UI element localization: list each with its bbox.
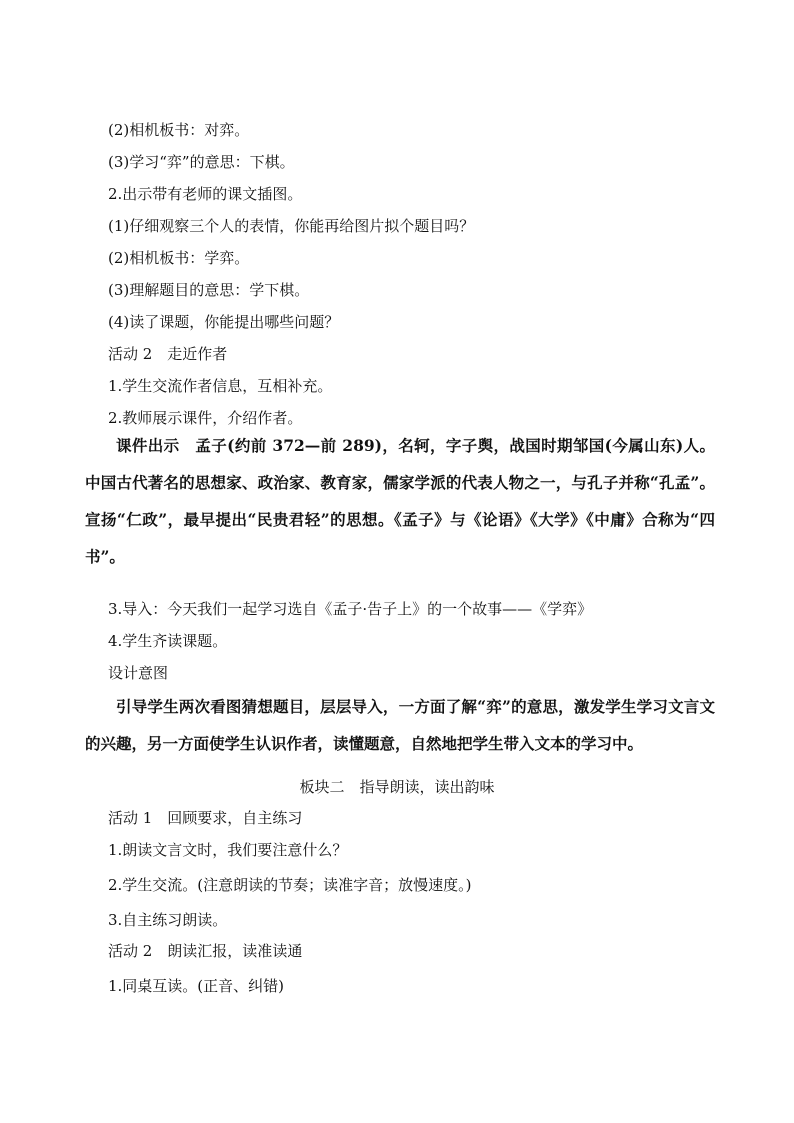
courseware-label: 课件出示 bbox=[116, 436, 180, 455]
text-line: 2.出示带有老师的课文插图。 bbox=[108, 185, 303, 203]
text-line: (1)仔细观察三个人的表情，你能再给图片拟个题目吗？ bbox=[108, 217, 475, 235]
text-line: 4.学生齐读课题。 bbox=[108, 632, 228, 650]
text-line: 2.教师展示课件，介绍作者。 bbox=[108, 409, 303, 427]
courseware-paragraph bbox=[85, 427, 715, 575]
list-item: 3.自主练习朗读。 bbox=[108, 911, 228, 929]
design-intent-heading: 设计意图 bbox=[108, 664, 169, 682]
activity-heading: 活动 2 朗读汇报，读准读通 bbox=[108, 942, 303, 960]
text-line: 1.学生交流作者信息，互相补充。 bbox=[108, 377, 333, 395]
design-intent-paragraph: 引导学生两次看图猜想题目，层层导入，一方面了解“弈”的意思，激发学生学习文言文的兴趣，另一方面使学生认识作者，读懂题意，自然地把学生带入文本的学习中。 bbox=[85, 697, 715, 753]
text-line: (3)理解题目的意思：学下棋。 bbox=[108, 281, 310, 299]
list-item: 1.朗读文言文时，我们要注意什么？ bbox=[108, 841, 348, 859]
text-line: (3)学习“弈”的意思：下棋。 bbox=[108, 153, 295, 171]
list-item: 1.同桌互读。(正音、纠错) bbox=[108, 977, 285, 995]
list-item: 2.学生交流。(注意朗读的节奏；读准字音；放慢速度。) bbox=[108, 876, 472, 894]
text-line: (4)读了课题，你能提出哪些问题？ bbox=[108, 313, 340, 331]
section-title: 板块二 指导朗读，读出韵味 bbox=[299, 778, 495, 796]
text-line: (2)相机板书：学弈。 bbox=[108, 249, 250, 267]
activity-heading: 活动 1 回顾要求，自主练习 bbox=[108, 809, 303, 827]
text-line: 3.导入：今天我们一起学习选自《孟子·告子上》的一个故事——《学弈》 bbox=[108, 600, 593, 618]
activity-heading: 活动 2 走近作者 bbox=[108, 345, 228, 363]
courseware-text: 孟子(约前 372—前 289)，名轲，字子舆，战国时期邹国(今属山东)人。中国古代著名的思想家、政治家、教育家，儒家学派的代表人物之一，与孔子并称“孔孟”。宣扬“仁政”，最早提出“民贵君轻”的思想。《孟子》与《论语》《大学》《中庸》合称为“四书”。 bbox=[85, 436, 715, 566]
text-line: (2)相机板书：对弈。 bbox=[108, 121, 250, 139]
